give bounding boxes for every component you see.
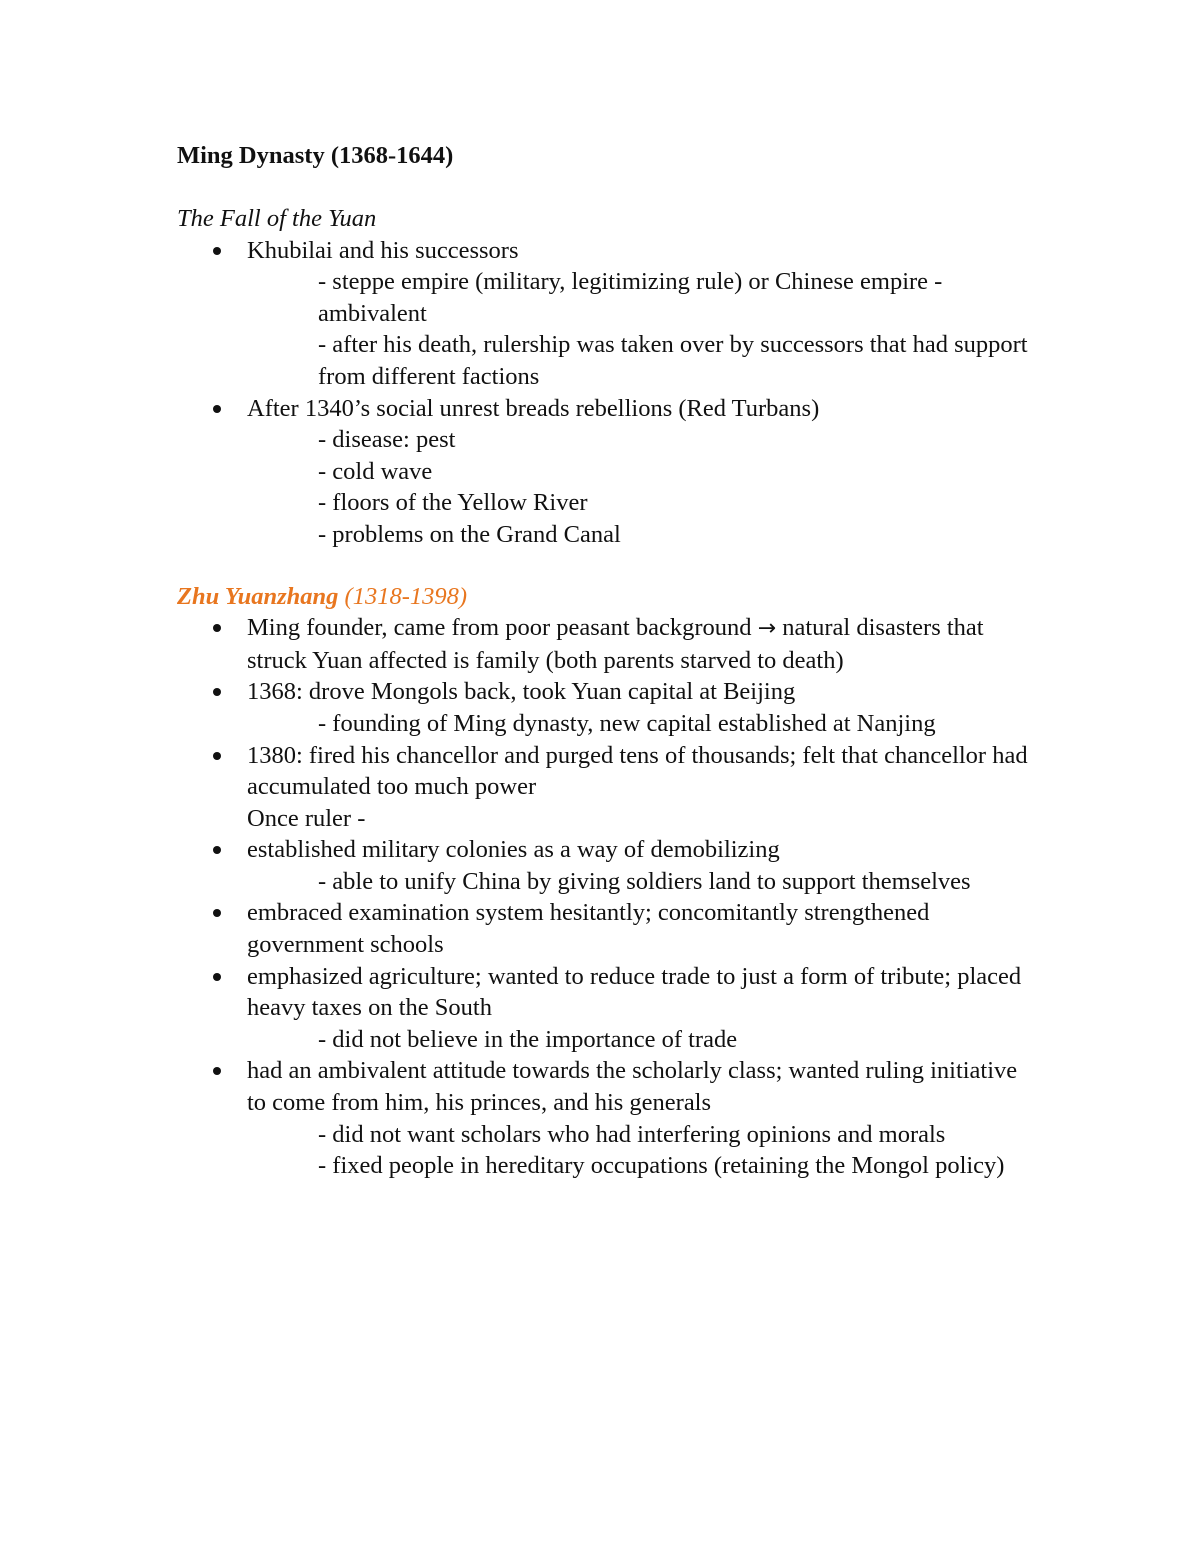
sub-item: - problems on the Grand Canal bbox=[318, 520, 621, 548]
title-dates: (1368-1644) bbox=[330, 142, 454, 169]
list-item bbox=[177, 740, 1037, 803]
list-item bbox=[177, 834, 1037, 897]
sub-item: - disease: pest bbox=[318, 426, 456, 454]
bullet-list-fall-of-yuan bbox=[177, 235, 1037, 551]
bullet-text-continued: natural disasters that struck Yuan affected is family (both parents starved to death) bbox=[247, 614, 984, 674]
document-content bbox=[177, 140, 1037, 1182]
bullet-text: established military colonies as a way of demobilizing bbox=[247, 836, 780, 864]
sub-item: - did not believe in the importance of trade bbox=[318, 1025, 738, 1053]
list-item bbox=[177, 897, 1037, 960]
bullet-list-zhu-yuanzhang bbox=[177, 612, 1037, 803]
sub-item: - did not want scholars who had interfering opinions and morals bbox=[318, 1120, 946, 1148]
list-item bbox=[177, 393, 1037, 551]
bullet-icon bbox=[213, 405, 221, 413]
sub-item: - cold wave bbox=[318, 457, 433, 485]
sub-item: - able to unify China by giving soldiers land to support themselves bbox=[318, 867, 971, 895]
arrow-right-icon: → bbox=[757, 616, 777, 642]
bullet-icon bbox=[213, 624, 221, 632]
list-item bbox=[177, 612, 1037, 676]
bullet-icon bbox=[213, 909, 221, 917]
heading-dates: (1318-1398) bbox=[344, 582, 468, 610]
bullet-icon bbox=[213, 1067, 221, 1075]
list-item bbox=[177, 676, 1037, 739]
section-heading-fall-of-yuan: The Fall of the Yuan bbox=[177, 205, 377, 232]
bullet-icon bbox=[213, 973, 221, 981]
bullet-text: 1380: fired his chancellor and purged tens of thousands; felt that chancellor had accumulated too much power bbox=[247, 741, 1028, 801]
sub-item: - floors of the Yellow River bbox=[318, 489, 588, 517]
sub-item: - steppe empire (military, legitimizing rule) or Chinese empire - ambivalent bbox=[318, 268, 943, 327]
heading-name: Zhu Yuanzhang bbox=[177, 582, 339, 610]
bullet-icon bbox=[213, 846, 221, 854]
title-main: Ming Dynasty bbox=[177, 142, 325, 169]
bullet-text: Khubilai and his successors bbox=[247, 236, 519, 264]
spacer bbox=[177, 172, 1037, 203]
section-heading-zhu-yuanzhang bbox=[177, 581, 1037, 613]
sub-item: - after his death, rulership was taken over by successors that had support from different factions bbox=[318, 331, 1028, 390]
bullet-text: had an ambivalent attitude towards the scholarly class; wanted ruling initiative to come from him, his princes, and his generals bbox=[247, 1057, 1018, 1117]
bullet-text: After 1340’s social unrest breads rebellions (Red Turbans) bbox=[247, 394, 820, 422]
sub-item: - founding of Ming dynasty, new capital established at Nanjing bbox=[318, 709, 936, 737]
bullet-icon bbox=[213, 688, 221, 696]
spacer bbox=[177, 551, 1037, 581]
bullet-icon bbox=[213, 247, 221, 255]
page-title bbox=[177, 140, 1037, 172]
bullet-list-zhu-yuanzhang-continued bbox=[177, 834, 1037, 1182]
list-item bbox=[177, 961, 1037, 1056]
bullet-text: embraced examination system hesitantly; concomitantly strengthened government schools bbox=[247, 899, 930, 959]
once-ruler-line: Once ruler - bbox=[247, 804, 366, 832]
bullet-icon bbox=[213, 752, 221, 760]
bullet-text: emphasized agriculture; wanted to reduce trade to just a form of tribute; placed heavy taxes on the South bbox=[247, 962, 1022, 1022]
list-item bbox=[177, 1055, 1037, 1181]
bullet-text: 1368: drove Mongols back, took Yuan capital at Beijing bbox=[247, 678, 796, 706]
sub-item: - fixed people in hereditary occupations (retaining the Mongol policy) bbox=[318, 1152, 1005, 1180]
list-item bbox=[177, 235, 1037, 393]
bullet-text: Ming founder, came from poor peasant background bbox=[247, 614, 752, 642]
